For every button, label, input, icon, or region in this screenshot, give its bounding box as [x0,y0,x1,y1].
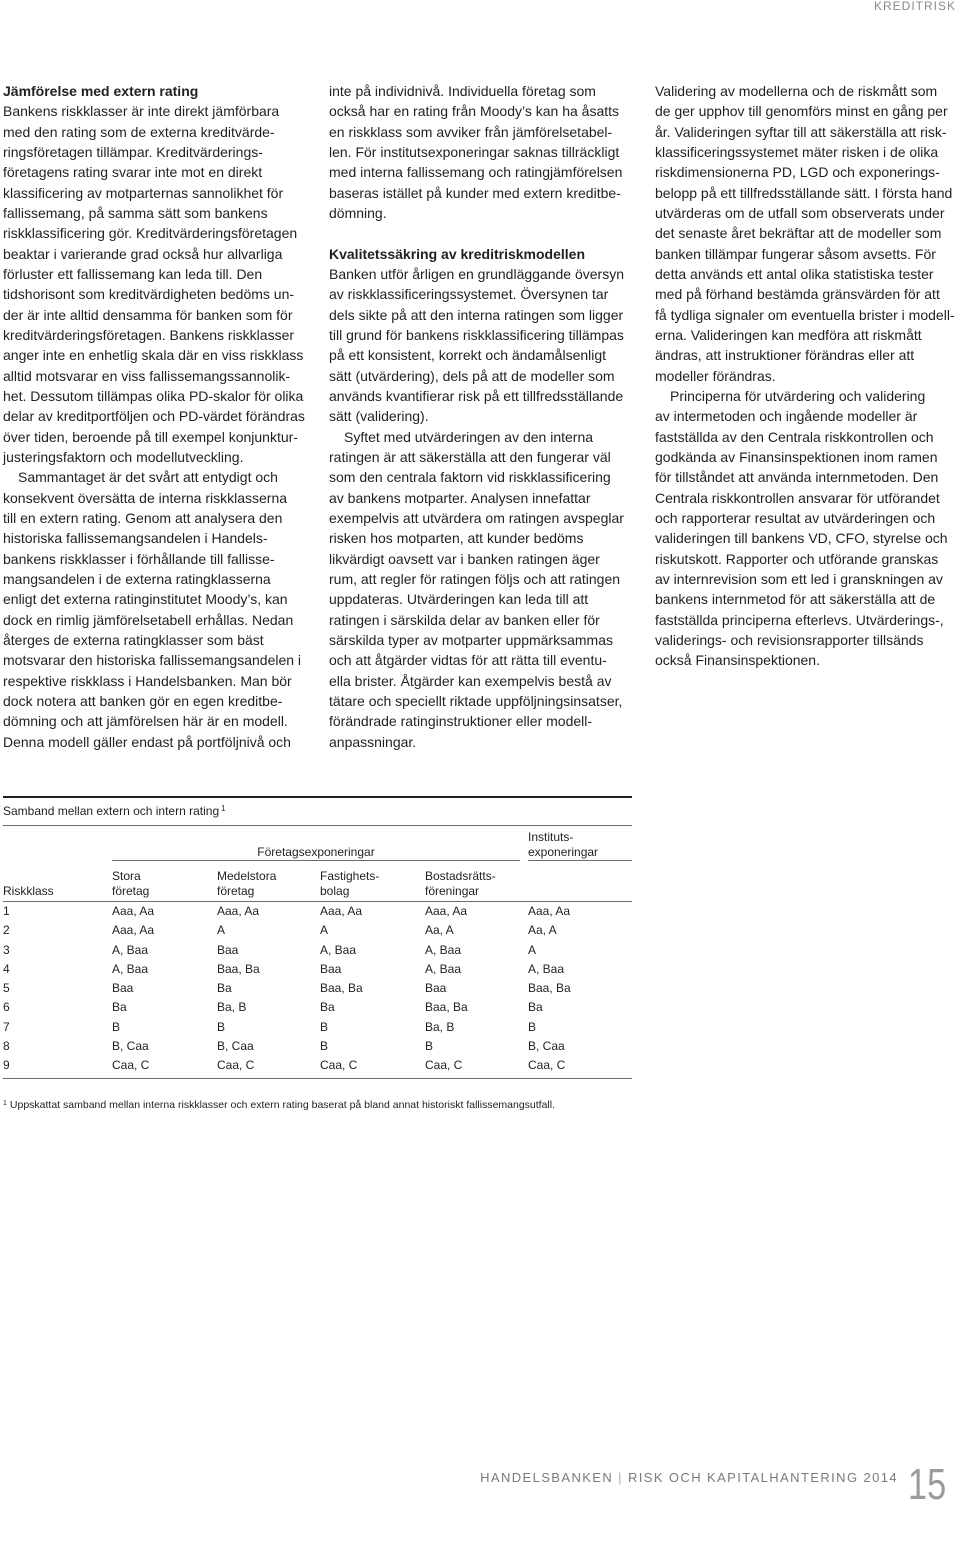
group-header-corporate [112,826,520,861]
text-line: också har en rating från Moody’s kan ha åsatts [329,103,620,120]
text-line: fastställda av den Centrala riskkontrollen och [655,428,934,445]
table-row [3,979,632,998]
paragraph [329,264,629,427]
text-line: tidshorisont som kreditvärdigheten bedöms un- [3,286,295,303]
rating-cell: Aaa, Aa [217,904,260,918]
text-line: Principerna för utvärdering och validering [670,387,926,404]
rating-cell: Baa, Ba [217,961,260,976]
text-column-2 [329,81,629,752]
table-row [3,1037,632,1056]
footnote-marker: 1 [3,1100,7,1107]
text-line: dock notera att banken gör en egen kreditbe- [3,692,283,709]
rating-cell: Aaa, Aa [425,904,468,918]
rating-cell: A, Baa [425,942,462,957]
rating-comparison-table [3,796,632,1079]
text-line: risken hos motparten, att kunder bedöms [329,530,584,547]
text-line: som den centrala faktorn vid riskklassificering [329,469,611,486]
paragraph [3,467,303,752]
text-line: godkända av Finansinspektionen inom ramen [655,448,938,465]
text-line: erna. Valideringen kan medföra att riskmått [655,326,922,343]
rating-cell: B [112,1019,121,1034]
footnote-marker: 1 [221,804,226,813]
table-row [3,941,632,960]
text-line: ratingen i särskilda delar av banken eller för [329,611,600,628]
text-line: likvärdigt oavsett var i banken ratingen äger [329,550,600,567]
text-line: konsekvent översätta de interna riskklasserna [3,489,288,506]
column-header [3,861,112,901]
text-line: tätare och speciellt riktade uppföljningsinsatser, [329,692,623,709]
text-line: bankens riskklasser i förhållande till fallisse- [3,550,275,567]
column-header-line: företag [112,884,150,898]
table-row [3,960,632,979]
text-line: med på förhand bestämda gränsvärden för att [655,286,940,303]
table-footnote [3,1098,555,1112]
footnote-text: Uppskattat samband mellan interna riskklasser och extern rating baserat på bland annat historiskt fallissemangsutfall. [9,1099,556,1111]
section-heading [329,244,629,264]
table-body [3,902,632,1078]
text-line: få tydliga signaler om eventuella brister i modell- [655,306,955,323]
text-line: der är inte alltid densamma för banken som för [3,306,293,323]
text-line: år. Valideringen syftar till att säkerställa att risk- [655,123,947,140]
text-line: också Finansinspektionen. [655,652,820,669]
text-line: ringsföretagen tillämpar. Kreditvärderings- [3,143,263,160]
text-line: Bankens riskklasser är inte direkt jämförbara [3,103,280,120]
text-line: het. Dessutom tillämpas olika PD-skalor för olika [3,387,304,404]
paragraph [329,81,629,223]
rating-cell: B [528,1019,537,1034]
text-line: dock en rimlig jämförelsetabell erhållas. Nedan [3,611,294,628]
text-line: Validering av modellerna och de riskmått som [655,83,938,99]
column-header [425,861,528,901]
column-header [320,861,425,901]
text-line: inte på individnivå. Individuella företag som [329,83,596,99]
rating-cell: Baa [425,981,447,995]
table-group-header-row [3,826,632,861]
column-header-line: företag [217,884,255,898]
text-line: rum, att regler för ratingen följs och att ratingen [329,570,621,587]
text-line: på ett konsistent, korrekt och ändamålsenligt [329,347,607,364]
column-header-line: Bostadsrätts- [425,869,496,883]
rating-cell: Aaa, Aa [320,904,363,918]
rating-cell: Baa [320,961,342,976]
text-line: Sammantaget är det svårt att entydigt och [18,469,278,486]
text-line: till grund för bankens riskklassificering tillämpas [329,326,624,343]
text-line: historiska fallissemangsandelen i Handels- [3,530,268,547]
rating-cell: Aaa, Aa [112,923,155,938]
text-line: och rapporterar resultat av utvärderingen och [655,509,936,526]
rating-cell: Baa, Ba [425,1000,468,1015]
table-row [3,1056,632,1075]
rating-cell: Baa [217,942,239,957]
risk-class-cell: 6 [3,1000,10,1015]
running-header: KREDITRISK [873,0,956,13]
column-header [112,861,217,901]
text-line: förluster ett fallissemang kan leda till. Den [3,265,263,282]
rating-cell: B [320,1038,329,1053]
rating-cell: Aa, A [528,923,557,938]
text-line: respektive riskklass i Handelsbanken. Man bör [3,672,292,689]
page-footer [480,1470,898,1486]
text-line: av intermetoden och ingående modeller är [655,408,918,425]
column-header-line: Medelstora [217,869,277,883]
rating-cell: Ba [528,1000,543,1015]
rating-cell: Caa, C [217,1058,255,1072]
text-line: anpassningar. [329,733,417,750]
text-line: modeller förändras. [655,367,776,384]
text-column-1 [3,81,303,752]
footer-brand: HANDELSBANKEN [480,1470,614,1485]
text-line: Centrala riskkontrollen ansvarar för utförandet [655,489,940,506]
text-line: det senaste året bekräftar att de modeller som [655,225,942,242]
rating-cell: A [528,942,537,957]
group-header-corporate-text: Företagsexponeringar [257,845,375,859]
text-line: ändras, att instruktioner förändras eller att [655,347,915,364]
footer-report-title: RISK OCH KAPITALHANTERING 2014 [627,1470,898,1485]
text-line: av bankens motparter. Analysen innefattar [329,489,591,506]
text-line: för tillståndet att använda internmetoden. Den [655,469,939,486]
rating-cell: Caa, C [528,1058,566,1072]
rating-cell: B [217,1019,226,1034]
column-header [217,861,320,901]
rating-cell: Aa, A [425,923,454,938]
text-line: och att åtgärder vidtas för att rätta till eventu- [329,652,607,669]
text-line: riskdimensionerna PD, LGD och exponerings- [655,164,940,181]
table-bottom-rule [3,1078,632,1079]
text-line: Banken utför årligen en grundläggande översyn [329,265,624,282]
text-line: fastställda principerna efterlevs. Utvärderings-, [655,611,944,628]
text-line: Syftet med utvärderingen av den interna [344,428,594,445]
group-header-empty [3,826,112,861]
text-line: förändrade ratinginstruktioner eller modell- [329,713,593,730]
text-line: särskilda typer av motparter uppmärksammas [329,631,613,648]
page-number: 15 [908,1460,947,1509]
paragraph [3,101,303,467]
rating-cell: Caa, C [320,1058,358,1072]
text-line: fallissemang, på samma sätt som bankens [3,204,268,221]
section-heading-text: Jämförelse med extern rating [3,83,199,99]
text-line: dömning och att jämförelsen här är en modell. [3,713,288,730]
text-line: bankens internmetod för att säkerställa att de [655,591,936,608]
text-line: beaktar i varierande grad också hur allvarliga [3,245,283,262]
rating-cell: A, Baa [112,961,149,976]
rating-cell: B [320,1019,329,1034]
rating-cell: Baa [112,981,134,995]
text-line: riskklassificering gör. Kreditvärderingsföretagen [3,225,298,242]
text-line: valideringen till bankens VD, CFO, styrelse och [655,530,948,547]
text-line: justeringsfaktorn och modellutveckling. [3,448,244,465]
text-line: dömning. [329,204,387,221]
rating-cell: A, Baa [425,961,462,976]
text-line: av riskklassificeringssystemet. Översynen tar [329,286,609,303]
text-line: kreditvärderingsföretagen. Bankens riskklasser [3,326,295,343]
group-header-institutions-line: Instituts- [528,830,574,844]
text-line: återges de externa ratingklasser som bäst [3,631,264,648]
rating-cell: A, Baa [112,942,149,957]
text-line: uppdateras. Utvärderingen kan leda till att [329,591,589,608]
rating-cell: Ba, B [217,1000,247,1015]
risk-class-cell: 2 [3,923,10,938]
column-header-line: föreningar [425,884,480,898]
rating-cell: Caa, C [425,1058,463,1072]
text-column-3 [655,81,955,671]
paragraph [329,427,629,752]
text-line: ratingen är att säkerställa att den fungerar väl [329,448,611,465]
column-header-line: bolag [320,884,350,898]
table-row [3,1018,632,1037]
rating-cell: Aaa, Aa [112,904,155,918]
rating-cell: Ba [217,981,232,995]
table-title-text: Samband mellan extern och intern rating [3,804,220,818]
text-line: Denna modell gäller endast på portföljnivå och [3,733,291,750]
text-line: detta används ett antal olika statistiska tester [655,265,934,282]
text-line: klassificering av motparternas sannolikhet för [3,184,284,201]
text-line: sätt (utvärdering), dels på att de modeller som [329,367,615,384]
paragraph [655,81,955,386]
group-header-institutions [528,826,632,861]
text-line: validerings- och revisionsrapporter tillsänds [655,631,924,648]
text-line: motsvarar den historiska fallissemangsandelen i [3,652,302,669]
text-line: används kvantifierar risk på ett tillfredsställande [329,387,624,404]
text-line: sätt (validering). [329,408,429,425]
footer-separator: | [618,1470,623,1485]
rating-cell: Baa, Ba [528,981,571,995]
text-line: dels sikte på att den interna ratingen som ligger [329,306,624,323]
group-header-institutions-line: exponeringar [528,845,599,859]
column-header-line: Stora [112,869,141,883]
risk-class-cell: 1 [3,904,10,918]
text-line: de ger upphov till genomförs minst en gång per [655,103,948,120]
rating-cell: Baa, Ba [320,981,363,995]
text-line: enligt det externa ratinginstitutet Moody’s, kan [3,591,288,608]
table-column-header-row [3,861,632,901]
text-line: företagens rating svarar inte mot en direkt [3,164,263,181]
text-line: mangsandelen i de externa ratingklasserna [3,570,271,587]
paragraph [655,386,955,671]
text-line: anger inte en enhetlig skala där en viss riskklass [3,347,304,364]
text-line: banken tillämpar fungerar såsom avsetts. För [655,245,936,262]
rating-cell: Aaa, Aa [528,904,571,918]
text-line: len. För institutsexponeringar saknas tillräckligt [329,143,620,160]
table-title [3,798,632,825]
rating-cell: A, Baa [320,942,357,957]
rating-cell: B, Caa [217,1038,254,1053]
rating-cell: B, Caa [112,1038,149,1053]
text-line: exempelvis att utvärdera om ratingen avspeglar [329,509,624,526]
text-line: av internrevision som ett led i granskningen av [655,570,943,587]
table-row [3,902,632,921]
rating-cell: A [320,923,329,938]
text-line: en riskklass som avviker från jämförelsetabel- [329,123,613,140]
text-line: utvärderas om de utfall som observerats under [655,204,945,221]
rating-cell: B, Caa [528,1038,565,1053]
table-row [3,998,632,1017]
section-heading [3,81,303,101]
text-line: med den rating som de externa kreditvärde- [3,123,275,140]
risk-class-cell: 4 [3,961,10,976]
risk-class-cell: 7 [3,1019,10,1034]
risk-class-cell: 3 [3,942,10,957]
text-line: delar av kreditportföljen och PD-värdet förändras [3,408,305,425]
column-header-line: Riskklass [3,884,54,898]
text-line: till en extern rating. Genom att analysera den [3,509,283,526]
text-line: riskutskott. Rapporter och utförande granskas [655,550,939,567]
rating-cell: Ba, B [425,1019,455,1034]
section-heading-text: Kvalitetssäkring av kreditriskmodellen [329,245,585,262]
text-line: alltid motsvarar en viss fallissemangssannolik- [3,367,291,384]
table-row [3,921,632,940]
rating-cell: A, Baa [528,961,565,976]
rating-cell: Ba [320,1000,335,1015]
text-line: baseras istället på kunder med extern kreditbe- [329,184,621,201]
risk-class-cell: 9 [3,1058,10,1072]
rating-cell: Ba [112,1000,127,1015]
rating-cell: A [217,923,226,938]
text-line: ella brister. Åtgärder kan exempelvis bestå av [329,672,612,689]
text-line: över tiden, beroende på till exempel konjunktur- [3,428,298,445]
risk-class-cell: 8 [3,1038,10,1053]
text-line: med interna fallissemang och ratingjämförelsen [329,164,623,181]
text-line: belopp på ett tillfredsställande sätt. I första hand [655,184,953,201]
risk-class-cell: 5 [3,981,10,995]
rating-cell: Caa, C [112,1058,150,1072]
rating-cell: B [425,1038,434,1053]
text-line: klassificeringssystemet mäter risken i de olika [655,143,939,160]
column-header-line: Fastighets- [320,869,380,883]
column-header-empty [528,861,632,901]
